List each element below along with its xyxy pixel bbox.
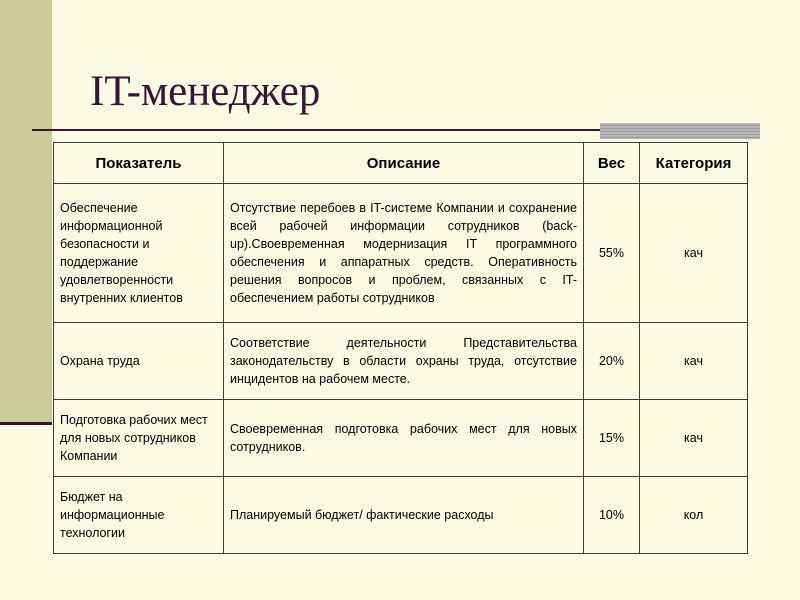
kpi-table-body xyxy=(54,184,748,554)
cell-category: кач xyxy=(640,323,748,400)
header-category: Категория xyxy=(640,143,748,184)
cell-weight: 15% xyxy=(584,400,640,477)
cell-description: Соответствие деятельности Представительства законодательству в области охраны труда, отсутствие инцидентов на рабочем месте. xyxy=(224,323,584,400)
table-row xyxy=(54,184,748,323)
header-indicator: Показатель xyxy=(54,143,224,184)
left-decor-line xyxy=(0,422,52,425)
cell-category: кач xyxy=(640,400,748,477)
kpi-table-header xyxy=(54,143,748,184)
cell-indicator: Обеспечение информационной безопасности и поддержание удовлетворенности внутренних клиентов xyxy=(54,184,224,323)
table-row xyxy=(54,323,748,400)
cell-indicator: Охрана труда xyxy=(54,323,224,400)
cell-weight: 10% xyxy=(584,477,640,554)
cell-category: кач xyxy=(640,184,748,323)
cell-description: Отсутствие перебоев в IT-системе Компании и сохранение всей рабочей информации сотрудников (back-up).Своевременная модернизация IT программного обеспечения и аппаратных средств. Оперативность решения вопросов и проблем, связанных с IT-обеспечением работы сотрудников xyxy=(224,184,584,323)
cell-category: кол xyxy=(640,477,748,554)
header-weight: Вес xyxy=(584,143,640,184)
cell-weight: 20% xyxy=(584,323,640,400)
header-row xyxy=(54,143,748,184)
cell-description: Планируемый бюджет/ фактические расходы xyxy=(224,477,584,554)
header-description: Описание xyxy=(224,143,584,184)
cell-weight: 55% xyxy=(584,184,640,323)
slide-title: IT-менеджер xyxy=(90,68,321,115)
table-row xyxy=(54,400,748,477)
left-decor-band xyxy=(0,0,52,422)
kpi-table xyxy=(53,142,748,554)
title-accent-block xyxy=(600,123,760,139)
cell-indicator: Подготовка рабочих мест для новых сотрудников Компании xyxy=(54,400,224,477)
table-row xyxy=(54,477,748,554)
cell-indicator: Бюджет на информационные технологии xyxy=(54,477,224,554)
cell-description: Своевременная подготовка рабочих мест для новых сотрудников. xyxy=(224,400,584,477)
